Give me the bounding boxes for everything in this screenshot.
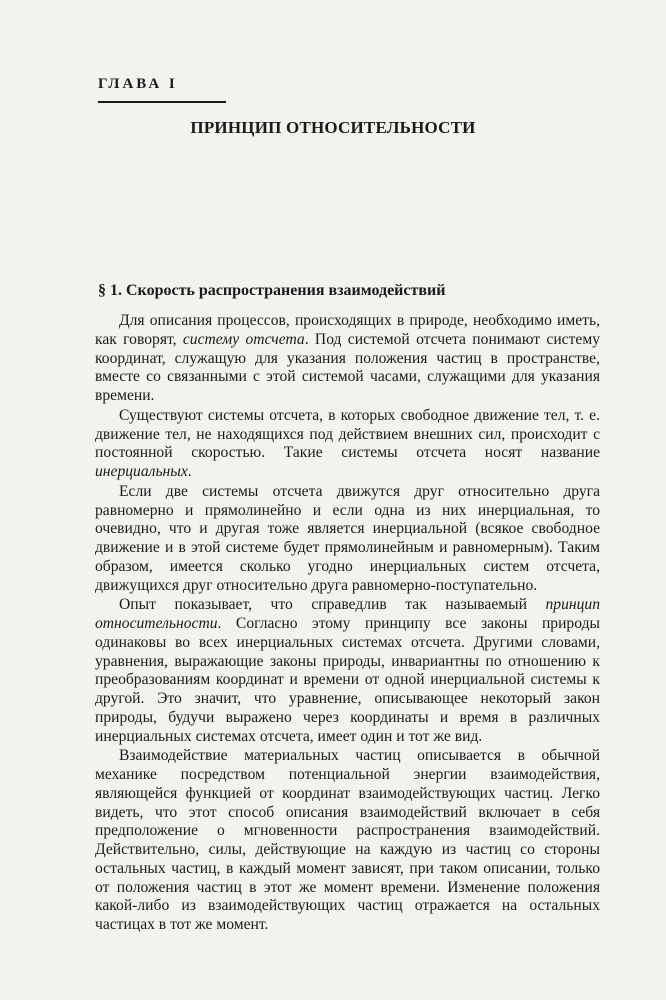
paragraph-text: Существуют системы отсчета, в которых свободное движение тел, т. е. движение тел, не находящихся под действием внешних сил, происходит с постоянной скоростью. Такие системы отсчета носят название <box>95 406 600 462</box>
chapter-label: ГЛАВА I <box>98 76 178 92</box>
italic-term: систему отсчета <box>182 330 305 348</box>
paragraph-4 <box>95 596 600 746</box>
paragraph-text: . Под системой отсчета понимают систему координат, служащую для указания положения частиц в пространстве, вместе со связанными с этой системой часами, служащими для указания времени. <box>95 330 600 404</box>
paragraph-2 <box>95 407 600 482</box>
body-text <box>95 312 600 935</box>
paragraph-3 <box>95 483 600 596</box>
chapter-title: ПРИНЦИП ОТНОСИТЕЛЬНОСТИ <box>190 118 476 137</box>
paragraph-text: Для описания процессов, происходящих в природе, необходимо иметь, как говорят, <box>95 312 600 348</box>
italic-term: принцип относительности <box>95 596 600 632</box>
paragraph-text: . Согласно этому принципу все законы природы одинаковы во всех инерциальных системах отсчета. Другими словами, уравнения, выражающие законы природы, инвариантны по отношению к преобразованиям координат и времени от одной инерциальной системы к другой. Это значит, что уравнение, описывающее некоторый закон природы, будучи выражено через координаты и время в различных инерциальных системах отсчета, имеет один и тот же вид. <box>95 615 600 745</box>
section-heading: § 1. Скорость распространения взаимодействий <box>98 282 446 299</box>
italic-term: инерциальных <box>95 463 188 480</box>
paragraph-text: . <box>187 463 192 480</box>
paragraph-1 <box>95 312 600 406</box>
paragraph-text: Взаимодействие материальных частиц описывается в обычной механике посредством потенциальной энергии взаимодействия, являющейся функцией от координат взаимодействующих частиц. Легко видеть, что этот способ описания взаимодействий включает в себя предположение о мгновенности распространения взаимодействий. Действительно, силы, действующие на каждую из частиц со стороны остальных частиц, в каждый момент зависят, при таком описании, только от положения частиц в этот же момент времени. Изменение положения какой-либо из взаимодействующих частиц отражается на остальных частицах в тот же момент. <box>95 747 600 933</box>
chapter-rule <box>98 101 226 103</box>
paragraph-5 <box>95 747 600 935</box>
paragraph-text: Если две системы отсчета движутся друг относительно друга равномерно и прямолинейно и если одна из них инерциальная, то очевидно, что и другая тоже является инерциальной (всякое свободное движение и в этой системе будет прямолинейным и равномерным). Таким образом, имеется сколько угодно инерциальных систем отсчета, движущихся друг относительно друга равномерно-поступательно. <box>95 482 600 594</box>
paragraph-text: Опыт показывает, что справедлив так называемый <box>119 596 546 614</box>
